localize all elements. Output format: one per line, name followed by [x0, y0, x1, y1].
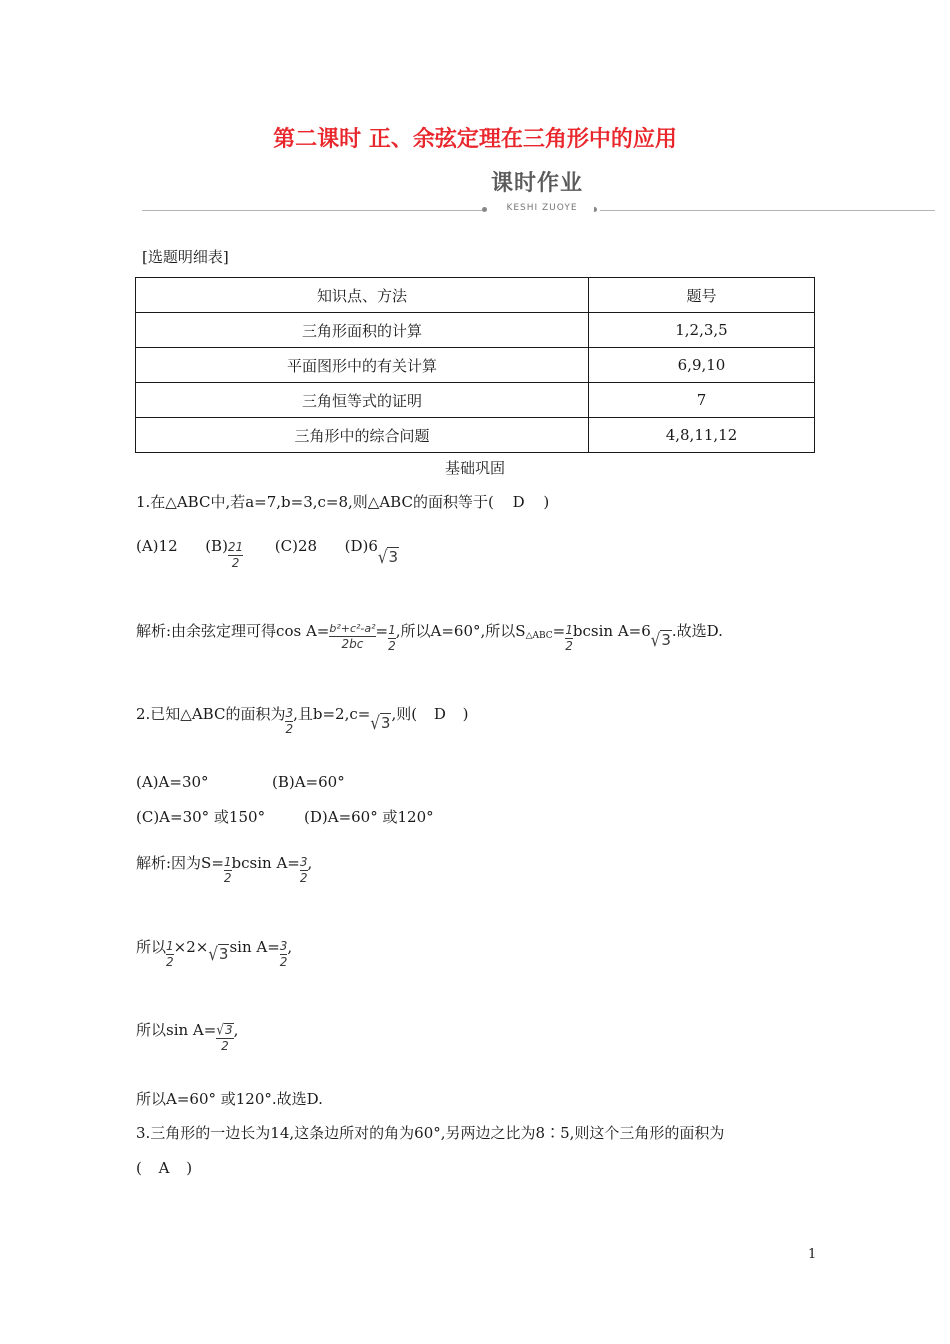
q2-area-fraction: $\frac{3}{2}$ [285, 706, 294, 736]
banner-title: 课时作业 [490, 171, 583, 196]
q1-option-d-label: (D)6 [344, 537, 378, 555]
q2-option-a: (A)A=30° [136, 773, 209, 791]
q2-solution-line-1: 解析:因为S= $\frac{1}{2}$ bcsin A= $\frac{3}{2}$ , [136, 854, 313, 885]
q1-option-d-sqrt: √3 [377, 546, 398, 568]
divider-left [142, 210, 484, 211]
table-row [136, 383, 815, 418]
q2-option-b: (B)A=60° [272, 773, 345, 791]
question-1-stem [136, 491, 549, 512]
q1-solution-prefix: 解析:由余弦定理可得cos A= [136, 622, 330, 640]
sqrt-3: √3 [208, 943, 229, 965]
q3-answer: A [158, 1159, 170, 1177]
q1-cos-fraction [329, 622, 375, 651]
q3-answer-line: ( A ) [136, 1159, 193, 1177]
numbers-cell: 1,2,3,5 [589, 313, 815, 348]
detail-table [135, 277, 815, 453]
table-row [136, 348, 815, 383]
q1-solution-end: .故选D. [671, 622, 723, 640]
q2-solution-line-3: 所以sin A= $\frac{√3}{2}$ , [136, 1021, 239, 1053]
section-heading: 基础巩固 [444, 459, 505, 477]
q1-solution-sqrt: √3 [650, 629, 671, 651]
half-fraction: $\frac{1}{2}$ [166, 939, 174, 969]
q1-stem-text: 1.在△ABC中,若a=7,b=3,c=8,则△ABC的面积等于( [136, 493, 494, 511]
q1-answer: D [512, 493, 525, 511]
q2-option-c: (C)A=30° 或150° [136, 808, 266, 826]
frac-denominator: 2 [231, 556, 240, 570]
q2-stem-c: ,则( [391, 705, 418, 723]
q2-option-d: (D)A=60° 或120° [304, 808, 434, 826]
q2-stem-a: 2.已知△ABC的面积为 [136, 705, 286, 723]
divider-dot-left [482, 207, 487, 212]
q2-sqrt: √3 [370, 712, 391, 734]
topic-cell: 三角形中的综合问题 [136, 418, 589, 453]
topic-cell: 平面图形中的有关计算 [136, 348, 589, 383]
topic-cell: 三角恒等式的证明 [136, 383, 589, 418]
frac-numerator: 21 [227, 540, 244, 554]
q1-half-fraction-2: $\frac{1}{2}$ [565, 623, 573, 653]
q1-option-b-fraction [228, 541, 243, 570]
page-number: 1 [808, 1247, 817, 1262]
sqrt3-over-2-fraction: $\frac{√3}{2}$ [216, 1021, 233, 1053]
q1-close: ) [543, 493, 550, 511]
table-header-row [136, 278, 815, 313]
divider-right [600, 210, 935, 211]
frac-denominator: 2bc [341, 637, 364, 651]
table-row [136, 418, 815, 453]
page-title: 第二课时 正、余弦定理在三角形中的应用 [273, 127, 677, 152]
q1-options [136, 537, 399, 570]
q2-close: ) [462, 705, 469, 723]
three-halves-fraction: $\frac{3}{2}$ [299, 855, 308, 885]
banner-subtitle: KESHI ZUOYE [490, 203, 594, 213]
q2-solution-line-4: 所以A=60° 或120°.故选D. [136, 1090, 323, 1108]
q1-solution-mid2: bcsin A=6 [572, 622, 651, 640]
topic-cell: 三角形面积的计算 [136, 313, 589, 348]
table-caption: [选题明细表] [142, 248, 229, 266]
numbers-cell: 6,9,10 [589, 348, 815, 383]
header-cell-topic: 知识点、方法 [136, 278, 589, 313]
q1-option-b-label: (B) [205, 537, 228, 555]
frac-numerator: b²+c²-a² [329, 622, 376, 635]
q1-solution-subscript: △ABC [525, 631, 553, 641]
q2-stem-b: ,且b=2,c= [293, 705, 371, 723]
q1-solution: 解析:由余弦定理可得cos A= $\frac{\text{b²+c²-a²}}{2bc}$ = $\frac{1}{2}$ ,所以A=60°,所以$S_{\triangle ABC}=$ $\frac{1}{2}$ bcsin A=6√3.故选D. [136, 622, 723, 653]
q1-option-a: (A)12 [136, 537, 178, 555]
q1-half-fraction: $\frac{1}{2}$ [388, 623, 396, 653]
q2-answer: D [433, 705, 446, 723]
table-row [136, 313, 815, 348]
numbers-cell: 4,8,11,12 [589, 418, 815, 453]
three-halves-fraction: $\frac{3}{2}$ [279, 939, 288, 969]
question-3-stem: 3.三角形的一边长为14,这条边所对的角为60°,另两边之比为8∶5,则这个三角形的面积为 [136, 1124, 725, 1142]
q2-solution-line-2: 所以 $\frac{1}{2}$ ×2×√3sin A= $\frac{3}{2}$ , [136, 938, 293, 969]
q1-solution-mid: ,所以A=60°,所以S [395, 622, 526, 640]
header-cell-numbers: 题号 [589, 278, 815, 313]
q1-option-c: (C)28 [274, 537, 318, 555]
numbers-cell: 7 [589, 383, 815, 418]
half-fraction: $\frac{1}{2}$ [223, 855, 232, 885]
question-2-stem [136, 703, 469, 736]
